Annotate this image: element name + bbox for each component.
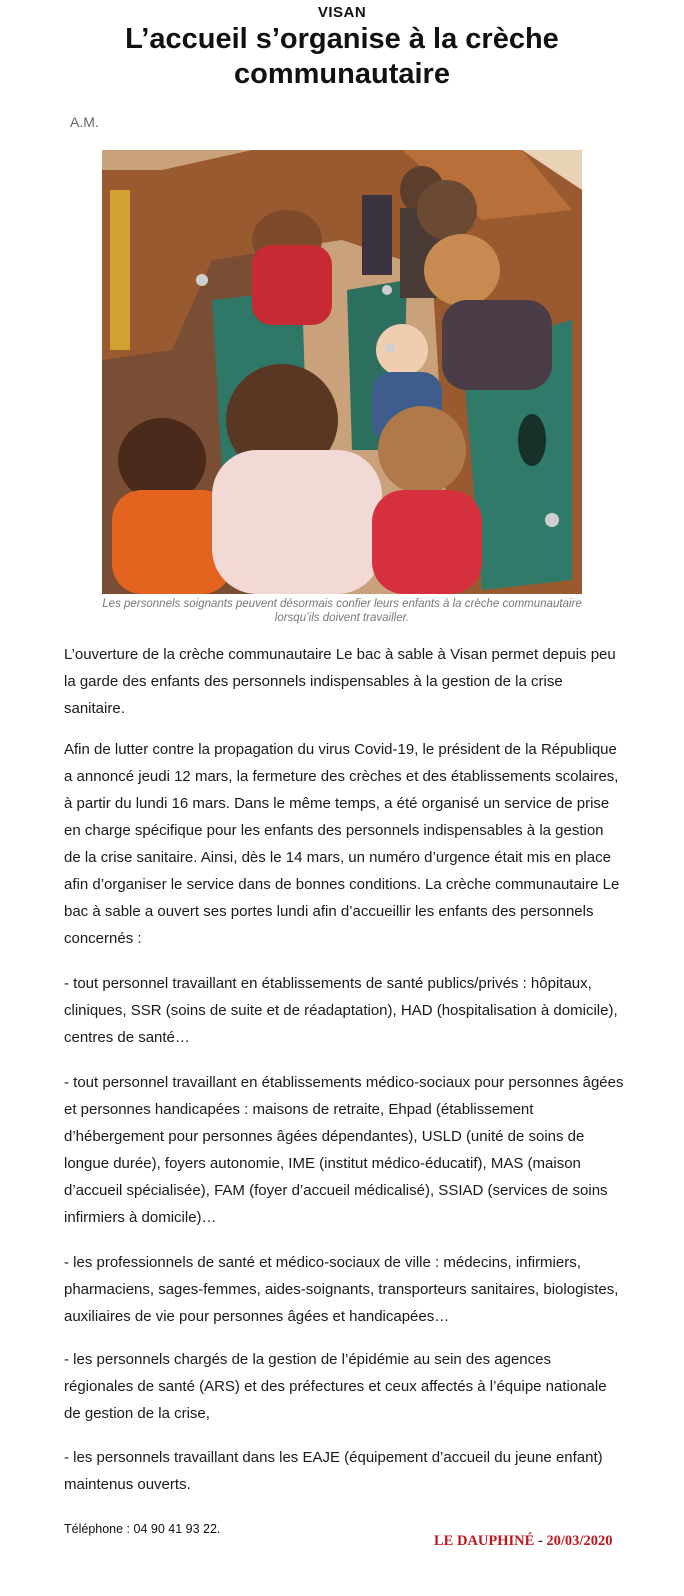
photo-caption	[80, 597, 604, 625]
body-paragraph-4: - tout personnel travaillant en établissements médico-sociaux pour personnes âgées et personnes handicapées : maisons de retraite, Ehpad (établissement d’hébergement pour personnes âgées dépendantes), USLD (unité de soins de longue durée), foyers autonomie, IME (institut médico-éducatif), MAS (maison d’accueil spécialisée), FAM (foyer d’accueil médicalisé), SSIAD (services de soins infirmiers à domicile)…	[64, 1074, 624, 1226]
kicker: VISAN	[317, 4, 367, 21]
headline-line-1: L’accueil s’organise à la crèche	[125, 23, 559, 55]
source-date: 20/03/2020	[546, 1533, 613, 1549]
body-paragraph-7: - les personnels travaillant dans les EAJE (équipement d’accueil du jeune enfant) maintenus ouverts.	[64, 1449, 603, 1493]
body-paragraph-2: Afin de lutter contre la propagation du virus Covid-19, le président de la République a annoncé jeudi 12 mars, la fermeture des crèches et des établissements scolaires, à partir du lundi 16 mars. Dans le même temps, a été organisé un service de prise en charge spécifique pour les enfants des personnels indispensables à la gestion de la crise sanitaire. Ainsi, dès le 14 mars, un numéro d’urgence était mis en place afin d’organiser le service dans de bonnes conditions. La crèche communautaire Le bac à sable a ouvert ses portes lundi afin d’accueillir les enfants des personnels concernés :	[64, 741, 620, 947]
article-photo	[102, 150, 582, 594]
photo-caption-line-2: lorsqu’ils doivent travailler.	[274, 612, 410, 624]
body-paragraph-5: - les professionnels de santé et médico-sociaux de ville : médecins, infirmiers, pharmaciens, sages-femmes, aides-soignants, transporteurs sanitaires, biologistes, auxiliaires de vie pour personnes âgées et handicapées…	[64, 1254, 619, 1325]
source-credit	[434, 1533, 612, 1550]
headline	[60, 22, 624, 92]
body-paragraph-3: - tout personnel travaillant en établissements de santé publics/privés : hôpitaux, cliniques, SSR (soins de suite et de réadaptation), HAD (hospitalisation à domicile), centres de santé…	[64, 975, 618, 1046]
headline-line-2: communautaire	[234, 58, 450, 90]
body-paragraph-6: - les personnels chargés de la gestion de l’épidémie au sein des agences régionales de santé (ARS) et des préfectures et ceux affectés à l’équipe nationale de gestion de la crise,	[64, 1351, 607, 1422]
source-name: LE DAUPHINÉ	[434, 1533, 535, 1549]
byline: A.M.	[70, 114, 99, 130]
photo-caption-line-1: Les personnels soignants peuvent désormais confier leurs enfants à la crèche communautaire	[102, 598, 582, 610]
body-paragraph-1: L’ouverture de la crèche communautaire Le bac à sable à Visan permet depuis peu la garde des enfants des personnels indispensables à la gestion de la crise sanitaire.	[64, 646, 616, 717]
source-separator: -	[534, 1533, 547, 1549]
phone-number: Téléphone : 04 90 41 93 22.	[64, 1522, 221, 1536]
